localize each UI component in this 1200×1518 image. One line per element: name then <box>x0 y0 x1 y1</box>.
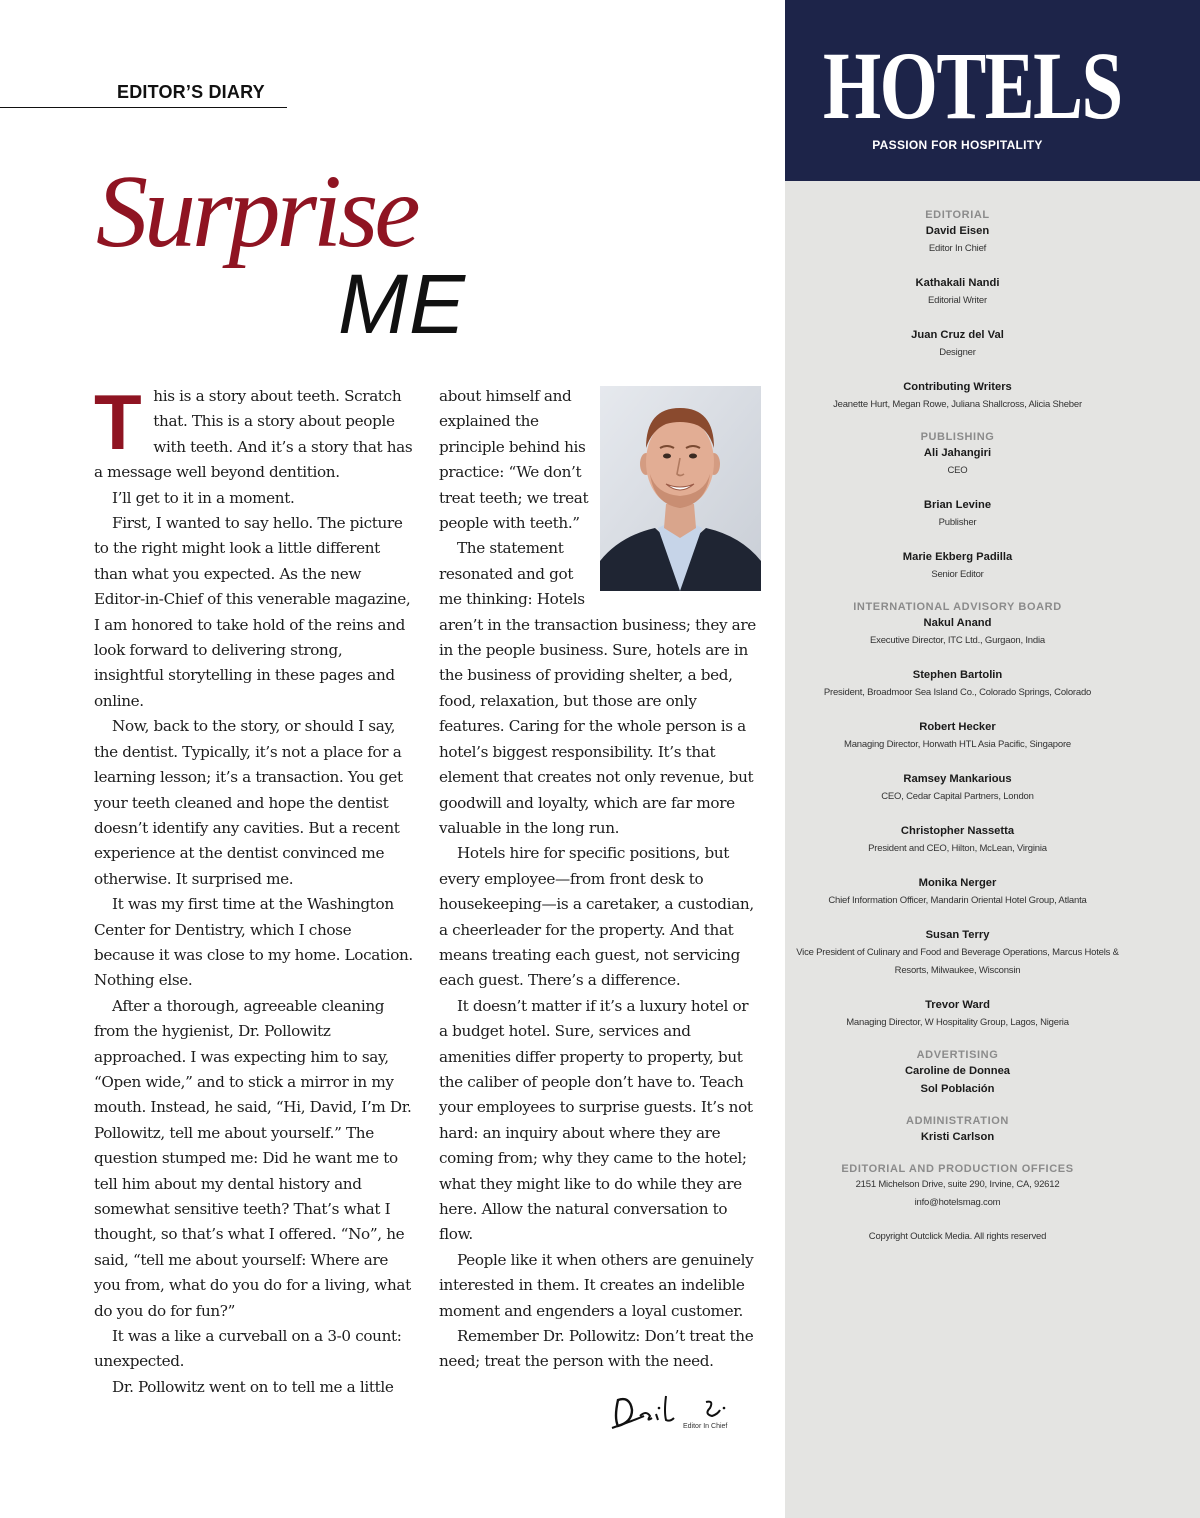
staff-role: Managing Director, Horwath HTL Asia Pacific, Singapore <box>844 739 1071 750</box>
staff-name: Kristi Carlson <box>920 1131 995 1143</box>
staff-role: Vice President of Culinary and Food and Beverage Operations, Marcus Hotels & Resorts, Milwaukee, Wisconsin <box>796 947 1119 976</box>
staff-entry <box>785 444 1130 480</box>
section-rule <box>0 107 287 108</box>
staff-entry <box>785 1176 1130 1194</box>
staff-list <box>785 208 1130 1262</box>
staff-entry <box>785 926 1130 980</box>
article-paragraph: Now, back to the story, or should I say, the dentist. Typically, it’s not a place for a learning lesson; it’s a transaction. You get your teeth cleaned and hope the dentist doesn’t identify any cavities. But a recent experience at the dentist convinced me otherwise. It surprised me. <box>94 717 403 888</box>
staff-role: info@hotelsmag.com <box>914 1197 1001 1208</box>
editor-signature <box>610 1388 750 1438</box>
hotels-logo: HOTELS <box>822 32 1122 139</box>
article-paragraph: It doesn’t matter if it’s a luxury hotel or a budget hotel. Sure, services and amenities differ property to property, but the caliber of people don’t have to. Teach your employees to surprise guests. It’s not hard: an inquiry about where they are coming from; why they came to the hotel; what they might like to do while they are here. Allow the natural conversation to flow. <box>439 996 753 1244</box>
article-paragraph: The statement resonated and got me thinking: Hotels aren’t in the transaction business; they are in the people business. Sure, hotels are in the business of providing shelter, a bed, food, relaxation, but those are only features. Caring for the whole person is a hotel’s biggest responsibility. It’s that element that creates not only revenue, but goodwill and loyalty, which are far more valuable in the long run. <box>439 539 756 837</box>
staff-name: Stephen Bartolin <box>912 669 1003 681</box>
staff-group <box>785 600 1130 1032</box>
masthead-sidebar <box>785 0 1200 1518</box>
staff-entry <box>785 548 1130 584</box>
article-paragraph: Hotels hire for specific positions, but every employee—from front desk to housekeeping—is a caretaker, a custodian, a cheerleader for the property. And that means treating each guest, not servicing each guest. There’s a difference. <box>439 844 754 990</box>
article-paragraph: It was my first time at the Washington Center for Dentistry, which I chose because it was close to my home. Location. Nothing else. <box>94 895 413 990</box>
staff-entry <box>785 378 1130 414</box>
staff-section-heading: INTERNATIONAL ADVISORY BOARD <box>853 601 1062 613</box>
staff-role: Designer <box>939 347 976 358</box>
article-column-2 <box>439 384 761 1375</box>
staff-name: Marie Ekberg Padilla <box>902 551 1013 563</box>
staff-role: Chief Information Officer, Mandarin Oriental Hotel Group, Atlanta <box>828 895 1087 906</box>
staff-name: Brian Levine <box>923 499 992 511</box>
article-paragraph: about himself and explained the principle behind his practice: “We don’t treat teeth; we treat people with teeth.” <box>439 387 589 533</box>
staff-group <box>785 1114 1130 1146</box>
staff-section-heading: EDITORIAL AND PRODUCTION OFFICES <box>841 1163 1074 1175</box>
staff-entry <box>785 718 1130 754</box>
staff-group <box>785 208 1130 414</box>
staff-entry <box>785 222 1130 258</box>
masthead-banner <box>785 0 1200 181</box>
column-1-body <box>94 378 416 1400</box>
staff-entry <box>785 1228 1130 1246</box>
article-paragraph: Remember Dr. Pollowitz: Don’t treat the need; treat the person with the need. <box>439 1327 754 1371</box>
staff-name: David Eisen <box>925 225 990 237</box>
staff-role: CEO <box>947 465 968 476</box>
staff-role: CEO, Cedar Capital Partners, London <box>881 791 1034 802</box>
staff-name: Sol Población <box>920 1083 995 1095</box>
headline: Surprise <box>96 154 417 269</box>
staff-entry <box>785 666 1130 702</box>
staff-section-heading: ADMINISTRATION <box>906 1115 1009 1127</box>
article-paragraph: It was a like a curveball on a 3-0 count: unexpected. <box>94 1327 402 1371</box>
staff-entry <box>785 1194 1130 1212</box>
staff-section-heading: ADVERTISING <box>916 1049 999 1061</box>
staff-name: Robert Hecker <box>919 721 996 733</box>
staff-entry <box>785 770 1130 806</box>
staff-section-heading: EDITORIAL <box>925 209 990 221</box>
staff-role: Executive Director, ITC Ltd., Gurgaon, India <box>870 635 1045 646</box>
staff-role: Editorial Writer <box>928 295 987 306</box>
staff-entry <box>785 1080 1130 1098</box>
staff-name: Contributing Writers <box>903 381 1012 393</box>
staff-name: Ali Jahangiri <box>923 447 992 459</box>
staff-role: President and CEO, Hilton, McLean, Virginia <box>868 843 1047 854</box>
signature-title: Editor In Chief <box>683 1423 728 1430</box>
subhead: ME <box>338 257 466 351</box>
staff-name: Christopher Nassetta <box>900 825 1015 837</box>
staff-entry <box>785 996 1130 1032</box>
article-paragraph: I’ll get to it in a moment. <box>112 488 295 507</box>
staff-name: Juan Cruz del Val <box>911 329 1004 341</box>
staff-section-heading: PUBLISHING <box>920 431 995 443</box>
staff-role: Copyright Outclick Media. All rights reserved <box>868 1231 1047 1242</box>
staff-group <box>785 1162 1130 1246</box>
staff-entry <box>785 274 1130 310</box>
article-paragraph: After a thorough, agreeable cleaning from the hygienist, Dr. Pollowitz approached. I was expecting him to say, “Open wide,” and to stick a mirror in my mouth. Instead, he said, “Hi, David, I’m Dr. Pollowitz, tell me about yourself.” The question stumped me: Did he want me to tell him about my dental history and somewhat sensitive teeth? That’s what I thought, so that’s what I offered. “No”, he said, “tell me about yourself: Where are you from, what do you do for a living, what do you do for fun?” <box>94 996 412 1320</box>
masthead-tagline: PASSION FOR HOSPITALITY <box>872 138 1043 152</box>
drop-cap: T <box>94 378 142 466</box>
article-paragraph: his is a story about teeth. Scratch that. This is a story about people with teeth. And it’s a story that has a message well beyond dentition. <box>94 387 413 482</box>
staff-name: Trevor Ward <box>925 999 990 1011</box>
staff-name: Kathakali Nandi <box>915 277 1000 289</box>
staff-entry <box>785 614 1130 650</box>
staff-role: Jeanette Hurt, Megan Rowe, Juliana Shallcross, Alicia Sheber <box>833 399 1082 410</box>
staff-entry <box>785 1062 1130 1080</box>
editor-portrait-image <box>600 386 761 591</box>
article-paragraph: People like it when others are genuinely interested in them. It creates an indelible moment and engenders a loyal customer. <box>439 1250 754 1320</box>
article-paragraph: First, I wanted to say hello. The picture to the right might look a little different than what you expected. As the new Editor-in-Chief of this venerable magazine, I am honored to take hold of the reins and look forward to delivering strong, insightful storytelling in these pages and online. <box>94 514 411 710</box>
editor-portrait <box>600 386 761 591</box>
staff-role: 2151 Michelson Drive, suite 290, Irvine, CA, 92612 <box>855 1179 1060 1190</box>
article-paragraph: Dr. Pollowitz went on to tell me a little <box>112 1377 394 1396</box>
staff-name: Susan Terry <box>925 929 990 941</box>
staff-group <box>785 430 1130 584</box>
staff-entry <box>785 496 1130 532</box>
staff-role: Editor In Chief <box>928 243 987 254</box>
staff-name: Ramsey Mankarious <box>903 773 1012 785</box>
staff-role: Senior Editor <box>931 569 984 580</box>
staff-entry <box>785 874 1130 910</box>
staff-role: Publisher <box>938 517 977 528</box>
staff-name: Caroline de Donnea <box>904 1065 1011 1077</box>
staff-entry <box>785 822 1130 858</box>
staff-role: Managing Director, W Hospitality Group, Lagos, Nigeria <box>846 1017 1069 1028</box>
staff-name: Monika Nerger <box>918 877 997 889</box>
staff-group <box>785 1048 1130 1098</box>
staff-role: President, Broadmoor Sea Island Co., Colorado Springs, Colorado <box>823 687 1092 698</box>
section-label: EDITOR’S DIARY <box>117 82 265 102</box>
staff-entry <box>785 326 1130 362</box>
staff-name: Nakul Anand <box>923 617 992 629</box>
staff-entry <box>785 1128 1130 1146</box>
article-column-1 <box>94 378 416 1400</box>
